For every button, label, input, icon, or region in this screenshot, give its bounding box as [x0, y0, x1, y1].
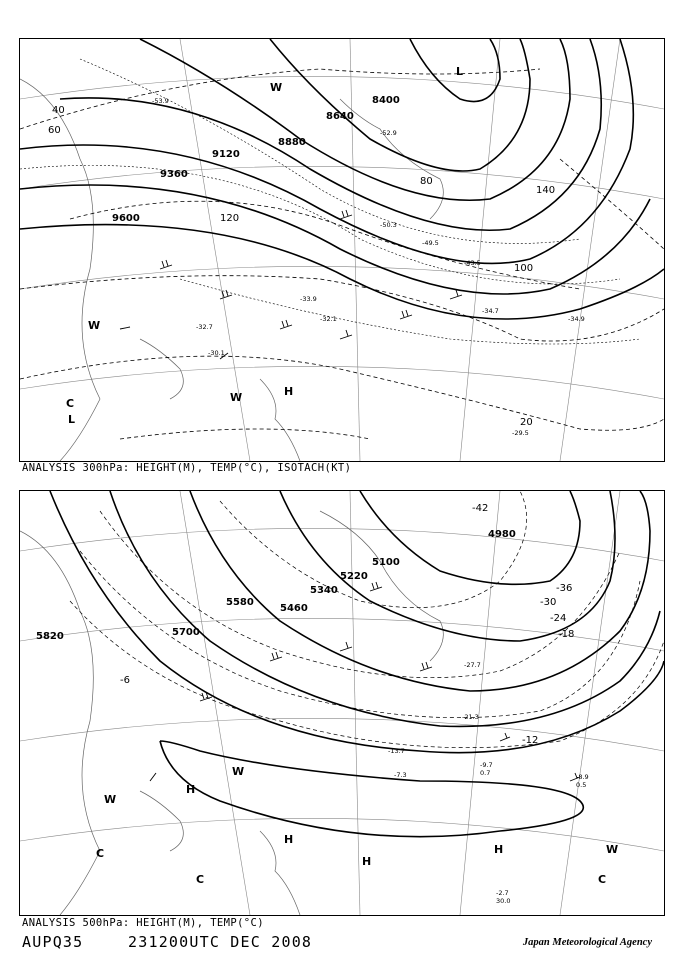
- height-labels: [36, 529, 516, 642]
- height-label: 8880: [278, 137, 306, 148]
- height-label: 5820: [36, 631, 64, 642]
- chart-code: AUPQ35: [22, 933, 84, 951]
- temp-label: -32.7: [196, 323, 213, 331]
- warm-symbol: W: [270, 81, 283, 94]
- height-label: 9120: [212, 149, 240, 160]
- high-symbol: H: [284, 385, 294, 398]
- isotherms: [20, 59, 640, 344]
- station-label: -13.7: [388, 747, 405, 755]
- temp-label: -42: [472, 503, 489, 514]
- analysis-time: 231200UTC DEC 2008: [128, 933, 313, 951]
- warm-symbol: W: [232, 765, 245, 778]
- temp-label: -12: [522, 735, 539, 746]
- height-label: 5580: [226, 597, 254, 608]
- coastline: [20, 511, 443, 915]
- temp-label: -36: [556, 583, 573, 594]
- wind-barbs: [150, 582, 580, 781]
- station-label: 30.0: [496, 897, 511, 905]
- caption-300hpa: ANALYSIS 300hPa: HEIGHT(M), TEMP(°C), ISOTACH(KT): [22, 462, 352, 474]
- map-500hpa: [19, 490, 665, 916]
- temp-label: -34.9: [568, 315, 585, 323]
- height-label: 5460: [280, 603, 308, 614]
- temp-label: -34.7: [482, 307, 499, 315]
- agency-name: Japan Meteorological Agency: [522, 937, 652, 948]
- isotach-label: 40: [52, 105, 65, 116]
- temp-label: -29.5: [512, 429, 529, 437]
- high-symbol: H: [186, 783, 196, 796]
- height-contours: [20, 39, 664, 319]
- isotach-label: 20: [520, 417, 533, 428]
- height-label: 5220: [340, 571, 368, 582]
- warm-symbol: W: [88, 319, 101, 332]
- caption-500hpa: ANALYSIS 500hPa: HEIGHT(M), TEMP(°C): [22, 917, 264, 929]
- height-label: 8400: [372, 95, 400, 106]
- temp-label: -30: [540, 597, 557, 608]
- height-label: 9360: [160, 169, 188, 180]
- station-label: -8.9: [576, 773, 589, 781]
- warm-symbol: W: [230, 391, 243, 404]
- temp-label: -33.9: [300, 295, 317, 303]
- temp-label: -24: [550, 613, 567, 624]
- station-label: -27.7: [464, 661, 481, 669]
- temp-label: -6: [120, 675, 130, 686]
- temp-label: -52.9: [380, 129, 397, 137]
- height-label: 9600: [112, 213, 140, 224]
- station-label: -2.7: [496, 889, 509, 897]
- map-500hpa-canvas: [20, 491, 664, 915]
- height-label: 5700: [172, 627, 200, 638]
- cold-symbol: C: [66, 397, 75, 410]
- isotach-label: 120: [220, 213, 240, 224]
- cold-symbol: C: [598, 873, 607, 886]
- high-symbol: H: [494, 843, 504, 856]
- low-symbol: L: [68, 413, 76, 426]
- height-label: 5100: [372, 557, 400, 568]
- warm-symbol: W: [606, 843, 619, 856]
- temp-label: -53.9: [152, 97, 169, 105]
- temp-label: -30.1: [208, 349, 225, 357]
- isotach-label: 140: [536, 185, 556, 196]
- height-label: 4980: [488, 529, 516, 540]
- temp-label: -49.5: [422, 239, 439, 247]
- temp-label: -32.1: [320, 315, 337, 323]
- warm-symbol: W: [104, 793, 117, 806]
- isotach-label: 60: [48, 125, 61, 136]
- low-symbol: L: [456, 65, 464, 78]
- isotach-label: 100: [514, 263, 534, 274]
- height-label: 8640: [326, 111, 354, 122]
- temp-label: -43.5: [464, 259, 481, 267]
- cold-symbol: C: [96, 847, 105, 860]
- height-label: 5340: [310, 585, 338, 596]
- high-symbol: H: [362, 855, 372, 868]
- station-label: -21.3: [462, 713, 479, 721]
- station-label: -9.7: [480, 761, 493, 769]
- map-300hpa-canvas: [20, 39, 664, 461]
- station-label: -7.3: [394, 771, 407, 779]
- high-symbol: H: [284, 833, 294, 846]
- cold-symbol: C: [196, 873, 205, 886]
- temp-label: -50.3: [380, 221, 397, 229]
- map-300hpa: [19, 38, 665, 462]
- station-label: 0.5: [576, 781, 587, 789]
- temp-label: -18: [558, 629, 575, 640]
- station-label: 0.7: [480, 769, 491, 777]
- isotach-label: 80: [420, 176, 433, 187]
- graticule: [20, 491, 664, 915]
- wind-barbs: [120, 210, 462, 359]
